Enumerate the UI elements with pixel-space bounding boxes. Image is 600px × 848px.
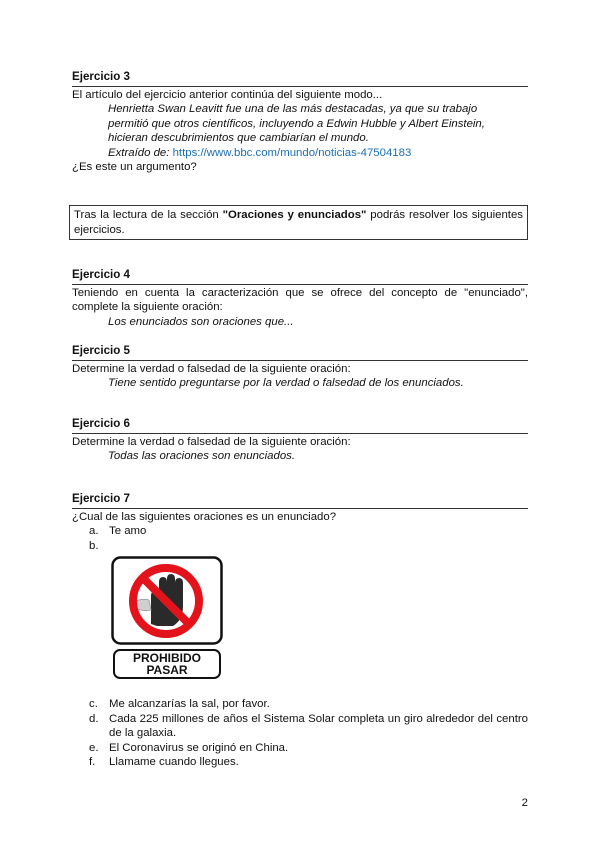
quote-line: hicieran descubrimientos que cambiarían el mundo.	[108, 132, 369, 144]
option-item	[72, 524, 528, 539]
source-link[interactable]: https://www.bbc.com/mundo/noticias-47504183	[172, 146, 412, 159]
exercise-heading: Ejercicio 5	[72, 344, 528, 361]
option-text: Me alcanzarías la sal, por favor.	[109, 698, 270, 710]
source-line	[108, 146, 528, 161]
option-text: Cada 225 millones de años el Sistema Solar completa un giro alrededor del centro de la galaxia.	[109, 712, 528, 739]
exercise-6	[72, 417, 528, 464]
exercise-5	[72, 344, 528, 391]
option-marker: d.	[89, 712, 99, 725]
prohibido-pasar-sign	[111, 556, 223, 680]
exercise-heading: Ejercicio 3	[72, 70, 528, 87]
option-marker: c.	[89, 698, 98, 710]
note-text-pre: Tras la lectura de la sección	[74, 209, 223, 221]
option-marker: f.	[89, 756, 96, 768]
exercise-7	[72, 492, 528, 552]
exercise-intro: Teniendo en cuenta la caracterización que se ofrece del concepto de "enunciado", complete la siguiente oración:	[72, 286, 528, 313]
exercise-heading: Ejercicio 7	[72, 492, 528, 509]
exercise-sentence: Todas las oraciones son enunciados.	[108, 450, 296, 462]
exercise-question: ¿Cual de las siguientes oraciones es un enunciado?	[72, 510, 337, 523]
exercise-intro: Determine la verdad o falsedad de la siguiente oración:	[72, 362, 351, 375]
option-list	[72, 524, 528, 552]
exercise-sentence: Los enunciados son oraciones que...	[108, 315, 294, 328]
source-label: Extraído de:	[108, 146, 170, 159]
quote-line: permitió que otros científicos, incluyendo a Edwin Hubble y Albert Einstein,	[108, 117, 485, 130]
page-number: 2	[521, 797, 528, 809]
exercise-7-options-continued	[72, 697, 528, 770]
option-item	[72, 741, 528, 756]
option-marker: b.	[89, 539, 99, 552]
exercise-intro: Determine la verdad o falsedad de la siguiente oración:	[72, 435, 351, 448]
exercise-heading: Ejercicio 6	[72, 417, 528, 434]
sign-text-line1: PROHIBIDO	[132, 651, 202, 665]
exercise-intro: El artículo del ejercicio anterior continúa del siguiente modo...	[72, 88, 383, 101]
quote-block	[72, 102, 528, 160]
exercise-4	[72, 268, 528, 329]
option-item	[72, 755, 528, 770]
option-list	[72, 697, 528, 770]
quote-line: Henrietta Swan Leavitt fue una de las más destacadas, ya que su trabajo	[108, 103, 478, 115]
option-text: El Coronavirus se originó en China.	[109, 741, 289, 754]
note-section-title: "Oraciones y enunciados"	[222, 209, 367, 221]
exercise-sentence: Tiene sentido preguntarse por la verdad o falsedad de los enunciados.	[108, 377, 464, 389]
sign-text-line2: PASAR	[146, 663, 188, 677]
reading-note-box	[69, 205, 528, 240]
option-marker: e.	[89, 741, 99, 754]
option-item	[72, 697, 528, 712]
sign-graphic	[111, 556, 223, 680]
option-text: Te amo	[109, 525, 147, 537]
option-marker: a.	[89, 525, 99, 537]
option-item	[72, 712, 528, 741]
option-text: Llamame cuando llegues.	[109, 756, 239, 768]
note-text-post: podrás resolver los siguientes ejercicios.	[74, 209, 523, 236]
exercise-heading: Ejercicio 4	[72, 268, 528, 285]
exercise-question: ¿Es este un argumento?	[72, 161, 197, 173]
exercise-3	[72, 70, 528, 175]
